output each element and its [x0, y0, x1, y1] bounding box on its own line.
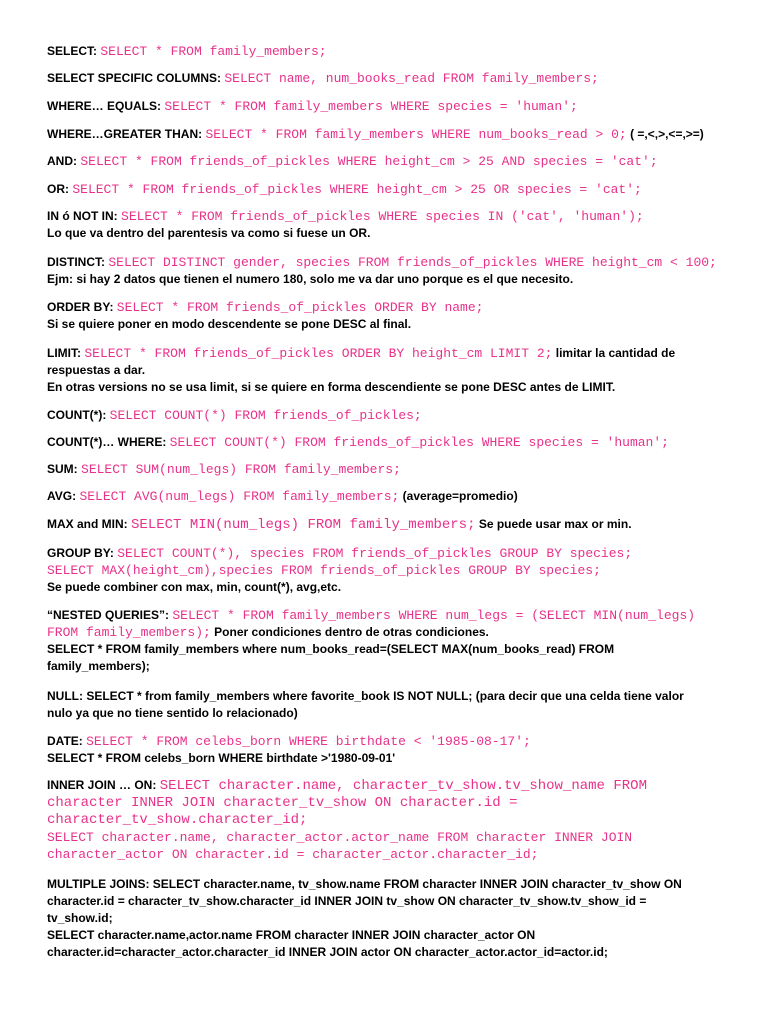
entry-code: SELECT * FROM friends_of_pickles ORDER BY height_cm LIMIT 2;: [84, 346, 553, 361]
entry-code: SELECT DISTINCT gender, species FROM friends_of_pickles WHERE height_cm < 100;: [108, 255, 717, 270]
entry-label: MULTIPLE JOINS: SELECT character.name, tv_show.name FROM character INNER JOIN character_tv_show ON: [47, 877, 682, 891]
entry-note: limitar la cantidad de: [555, 346, 676, 360]
entry-nested-queries: [47, 607, 695, 675]
entry-label: WHERE…GREATER THAN:: [47, 127, 203, 141]
entry-count-where: [47, 434, 669, 451]
entry-extra: SELECT * FROM celebs_born WHERE birthdate >'1980-09-01': [47, 751, 396, 765]
entry-extra: Se puede combiner con max, min, count(*), avg,etc.: [47, 580, 342, 594]
entry-extra: respuestas a dar.: [47, 363, 146, 377]
entry-multiple-joins: [47, 876, 682, 961]
entry-null: [47, 688, 684, 722]
entry-select: [47, 43, 327, 60]
entry-date: [47, 733, 531, 767]
entry-where-equals: [47, 98, 578, 115]
entry-group-by: [47, 545, 632, 596]
entry-extra-2: family_members);: [47, 659, 150, 673]
entry-label: OR:: [47, 182, 69, 196]
entry-avg: [47, 488, 518, 505]
entry-extra: Si se quiere poner en modo descendente se pone DESC al final.: [47, 317, 412, 331]
entry-code: SELECT * FROM friends_of_pickles WHERE height_cm > 25 AND species = 'cat';: [80, 154, 658, 169]
entry-extra: nulo ya que no tiene sentido lo relacionado): [47, 706, 298, 720]
entry-label: INNER JOIN … ON:: [47, 778, 157, 792]
entry-limit: [47, 345, 675, 396]
entry-label: MAX and MIN:: [47, 517, 128, 531]
entry-code: SELECT * FROM family_members WHERE num_legs = (SELECT MIN(num_legs): [172, 608, 696, 623]
entry-where-greater-than: [47, 126, 704, 143]
entry-note: Se puede usar max or min.: [478, 517, 632, 531]
entry-label: COUNT(*)… WHERE:: [47, 435, 167, 449]
entry-label: GROUP BY:: [47, 546, 114, 560]
entry-extra: character.id = character_tv_show.character_id INNER JOIN tv_show ON character_tv_show.tv_show_id =: [47, 894, 647, 908]
entry-code: SELECT AVG(num_legs) FROM family_members;: [79, 489, 400, 504]
entry-select-specific-columns: [47, 70, 599, 87]
entry-code: SELECT COUNT(*), species FROM friends_of_pickles GROUP BY species;: [117, 546, 633, 561]
entry-label: LIMIT:: [47, 346, 81, 360]
entry-and: [47, 153, 658, 170]
entry-code: SELECT * FROM friends_of_pickles WHERE species IN ('cat', 'human');: [121, 209, 644, 224]
entry-label: COUNT(*):: [47, 408, 107, 422]
entry-max-min: [47, 516, 632, 534]
entry-label: AVG:: [47, 489, 77, 503]
entry-label: NULL: SELECT * from family_members where favorite_book IS NOT NULL; (para decir que una celda tiene valor: [47, 689, 684, 703]
entry-order-by: [47, 299, 483, 333]
entry-code: SELECT * FROM friends_of_pickles WHERE height_cm > 25 OR species = 'cat';: [72, 182, 642, 197]
entry-extra-2: tv_show.id;: [47, 911, 113, 925]
entry-code-2: FROM family_members);: [47, 625, 211, 640]
entry-code-4: SELECT character.name, character_actor.actor_name FROM character INNER JOIN: [47, 830, 633, 845]
entry-note: (average=promedio): [402, 489, 518, 503]
entry-code: SELECT * FROM friends_of_pickles ORDER BY name;: [116, 300, 484, 315]
entry-label: SELECT SPECIFIC COLUMNS:: [47, 71, 222, 85]
entry-code: SELECT name, num_books_read FROM family_members;: [224, 71, 599, 86]
entry-code: SELECT COUNT(*) FROM friends_of_pickles;: [109, 408, 422, 423]
entry-label: IN ó NOT IN:: [47, 209, 118, 223]
entry-sum: [47, 461, 401, 478]
entry-or: [47, 181, 642, 198]
entry-label: ORDER BY:: [47, 300, 114, 314]
entry-code: SELECT * FROM family_members;: [100, 44, 327, 59]
entry-extra-2: En otras versions no se usa limit, si se quiere en forma descendiente se pone DESC antes de LIMIT.: [47, 380, 616, 394]
entry-code: SELECT * FROM celebs_born WHERE birthdate < '1985-08-17';: [86, 734, 531, 749]
entry-code: SELECT * FROM family_members WHERE species = 'human';: [164, 99, 578, 114]
entry-code-5: character_actor ON character.id = character_actor.character_id;: [47, 847, 539, 862]
entry-code: SELECT * FROM family_members WHERE num_books_read > 0;: [205, 127, 627, 142]
entry-note: ( =,<,>,<=,>=): [630, 127, 704, 141]
entry-label: SELECT:: [47, 44, 98, 58]
entry-extra-4: character.id=character_actor.character_id INNER JOIN actor ON character_actor.actor_id=actor.id;: [47, 945, 608, 959]
entry-extra: Ejm: si hay 2 datos que tienen el numero 180, solo me va dar uno porque es el que necesito.: [47, 272, 574, 286]
entry-label: DISTINCT:: [47, 255, 105, 269]
entry-label: WHERE… EQUALS:: [47, 99, 161, 113]
entry-note: Poner condiciones dentro de otras condiciones.: [214, 625, 489, 639]
entry-in-not-in: [47, 208, 644, 242]
entry-code: SELECT COUNT(*) FROM friends_of_pickles WHERE species = 'human';: [169, 435, 669, 450]
entry-extra-3: SELECT character.name,actor.name FROM character INNER JOIN character_actor ON: [47, 928, 536, 942]
entry-count: [47, 407, 422, 424]
entry-label: “NESTED QUERIES”:: [47, 608, 170, 622]
entry-code-3: character_tv_show.character_id;: [47, 812, 308, 828]
entry-code-2: character INNER JOIN character_tv_show ON character.id =: [47, 795, 518, 811]
entry-code: SELECT MIN(num_legs) FROM family_members;: [131, 517, 476, 533]
entry-distinct: [47, 254, 717, 288]
entry-code: SELECT character.name, character_tv_show.tv_show_name FROM: [159, 778, 647, 794]
entry-code: SELECT SUM(num_legs) FROM family_members;: [81, 462, 401, 477]
entry-code-2: SELECT MAX(height_cm),species FROM friends_of_pickles GROUP BY species;: [47, 563, 601, 578]
entry-inner-join: [47, 777, 647, 863]
entry-extra: SELECT * FROM family_members where num_books_read=(SELECT MAX(num_books_read) FROM: [47, 642, 615, 656]
entry-label: DATE:: [47, 734, 83, 748]
entry-extra: Lo que va dentro del parentesis va como si fuese un OR.: [47, 226, 371, 240]
entry-label: AND:: [47, 154, 77, 168]
entry-label: SUM:: [47, 462, 78, 476]
